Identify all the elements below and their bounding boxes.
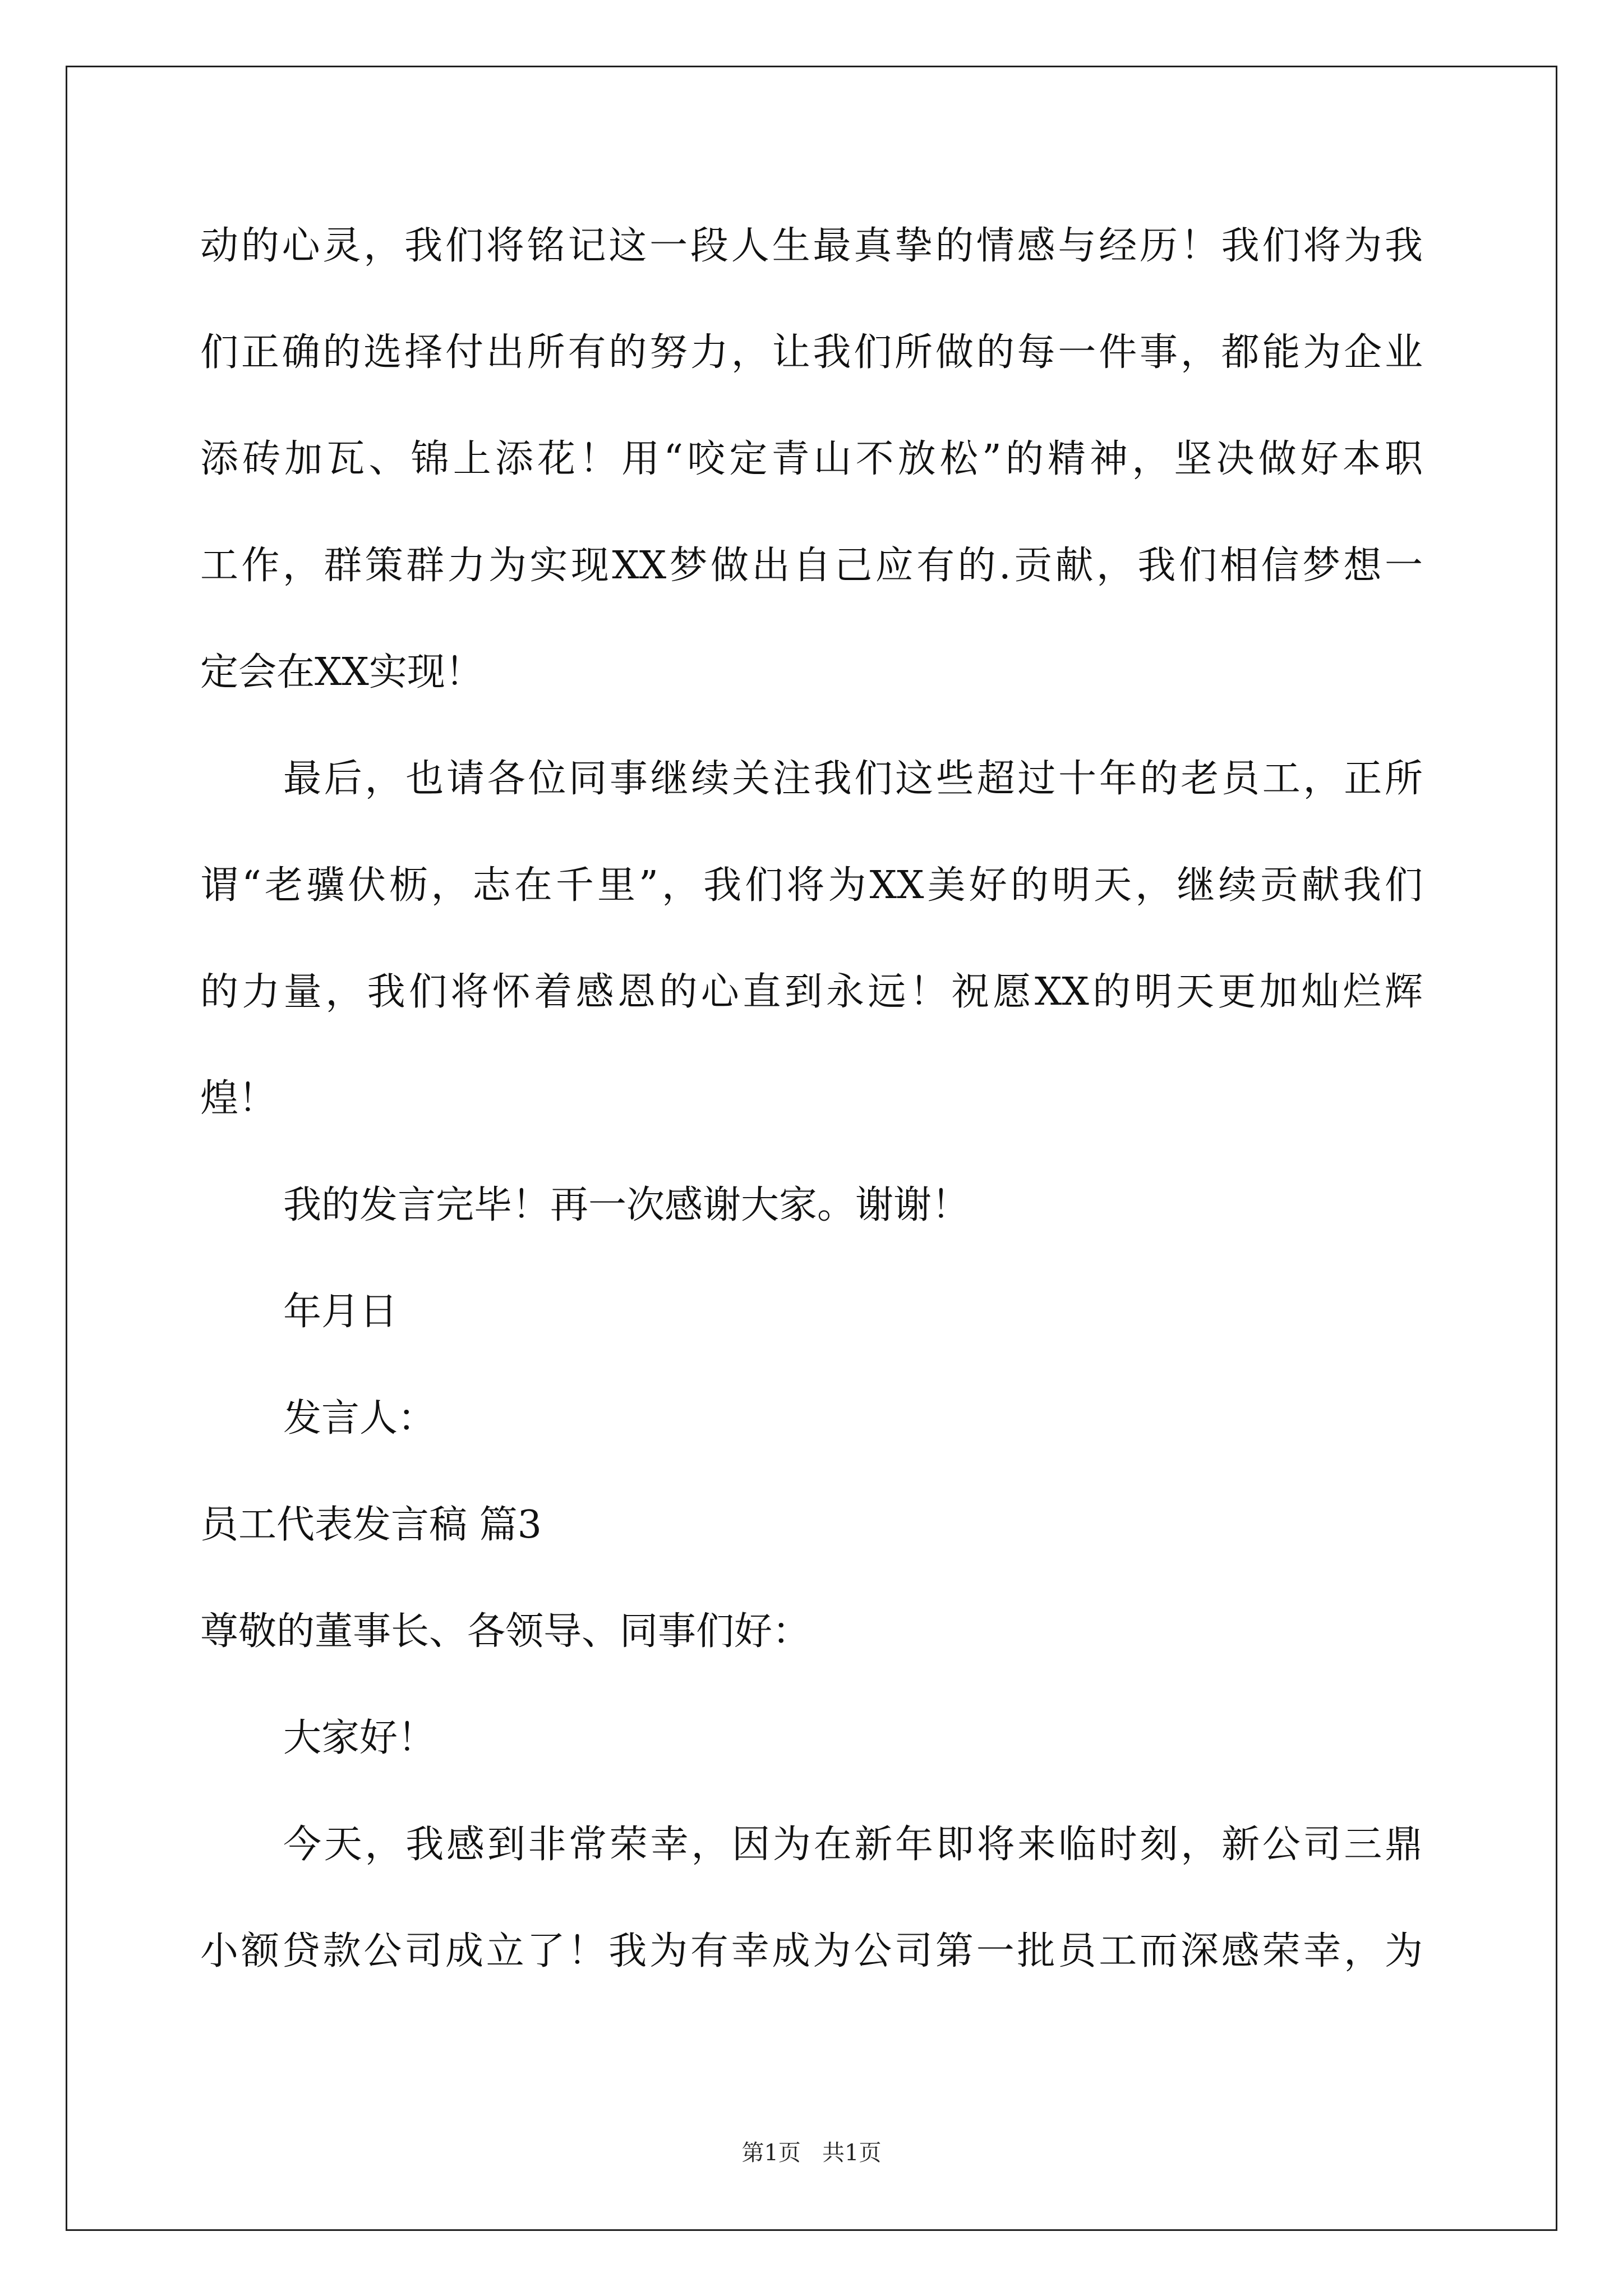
greeting-line: 大家好！: [283, 1716, 436, 1760]
paragraph-line: 动的心灵，我们将铭记这一段人生最真挚的情感与经历！我们将为我: [200, 224, 1423, 268]
paragraph-line: 最后，也请各位同事继续关注我们这些超过十年的老员工，正所: [283, 757, 1423, 801]
section-heading: 员工代表发言稿 篇3: [200, 1503, 542, 1547]
paragraph-line: 定会在XX实现！: [200, 650, 483, 694]
closing-line: 我的发言完毕！再一次感谢大家。谢谢！: [283, 1183, 970, 1227]
paragraph-line: 谓“老骥伏枥，志在千里”，我们将为XX美好的明天，继续贡献我们: [200, 863, 1423, 908]
page-border: [66, 66, 1557, 2231]
paragraph-line: 们正确的选择付出所有的努力，让我们所做的每一件事，都能为企业: [200, 330, 1423, 375]
paragraph-line: 添砖加瓦、锦上添花！用“咬定青山不放松”的精神，坚决做好本职: [200, 437, 1423, 481]
paragraph-line: 的力量，我们将怀着感恩的心直到永远！祝愿XX的明天更加灿烂辉: [200, 970, 1423, 1014]
paragraph-line: 小额贷款公司成立了！我为有幸成为公司第一批员工而深感荣幸，为: [200, 1929, 1423, 1973]
page-footer: 第1页 共1页: [741, 2140, 882, 2166]
paragraph-line: 煌！: [200, 1076, 277, 1121]
paragraph-line: 工作，群策群力为实现XX梦做出自己应有的.贡献，我们相信梦想一: [200, 544, 1423, 588]
paragraph-line: 今天，我感到非常荣幸，因为在新年即将来临时刻，新公司三鼎: [283, 1823, 1423, 1867]
speaker-line: 发言人：: [283, 1396, 436, 1441]
date-line: 年月日: [283, 1290, 398, 1334]
salutation-line: 尊敬的董事长、各领导、同事们好：: [200, 1609, 811, 1654]
